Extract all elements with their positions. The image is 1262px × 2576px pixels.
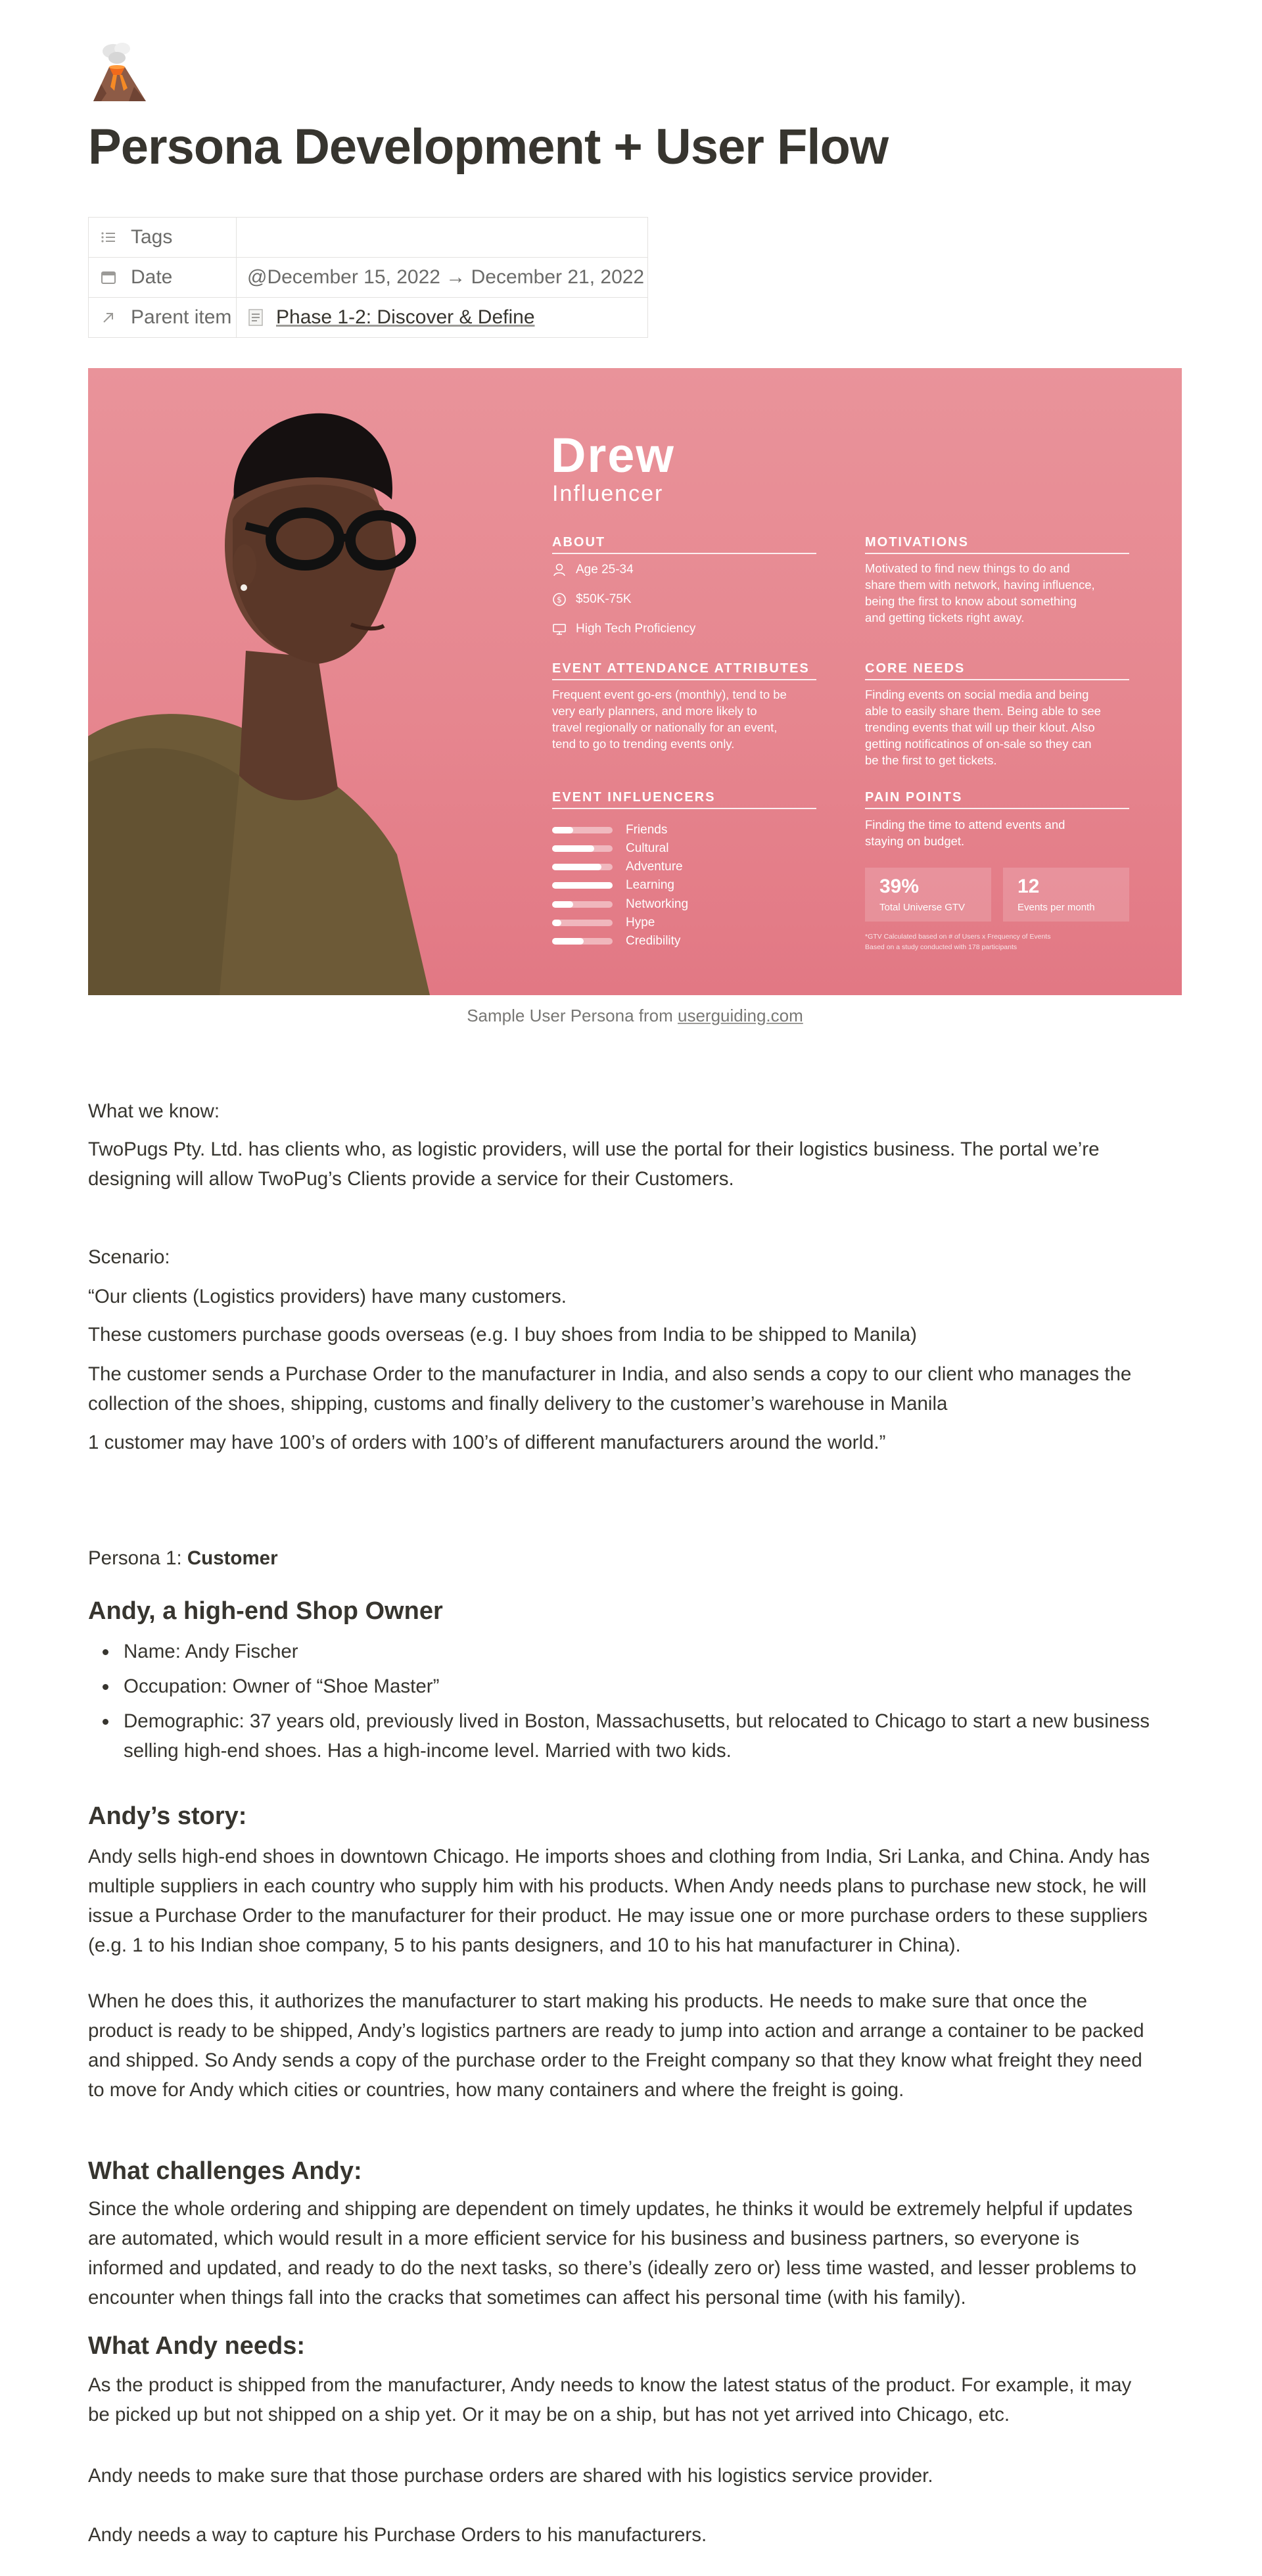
image-caption	[88, 1006, 1182, 1026]
pain-points-line: staying on budget.	[865, 834, 965, 848]
motivations-line: and getting tickets right away.	[865, 611, 1025, 624]
about-age-text: Age 25-34	[576, 563, 634, 576]
about-age	[552, 563, 634, 577]
influencer-bar-fill	[552, 845, 594, 852]
story-line: (e.g. 1 to his Indian shoe company, 5 to his pants designers, and 10 to his hat manufacturer in China).	[88, 1934, 961, 1956]
influencer-bar-fill	[552, 864, 601, 870]
challenges-line: encounter when things fall into the cracks that sometimes can affect his personal time (with his family).	[88, 2287, 966, 2308]
attendance-line: very early planners, and more likely to	[552, 704, 757, 718]
persona1-bullets	[88, 1637, 1182, 1771]
pain-points-line: Finding the time to attend events and	[865, 818, 1065, 831]
needs-p1	[88, 2370, 1182, 2429]
know-paragraph	[88, 1135, 1182, 1194]
bullet-name: Name: Andy Fischer	[88, 1637, 1182, 1666]
influencer-label: Credibility	[626, 934, 681, 948]
motivations-line: share them with network, having influence,	[865, 578, 1095, 592]
dollar-icon	[552, 592, 567, 607]
stat-label: Events per month	[1017, 902, 1095, 913]
know-line: TwoPugs Pty. Ltd. has clients who, as logistic providers, will use the portal for their logistics business. The portal we’re	[88, 1138, 1100, 1160]
core-needs-text	[865, 686, 1131, 768]
scenario-line: The customer sends a Purchase Order to the manufacturer in India, and also sends a copy to our client who manages the	[88, 1363, 1132, 1385]
influencer-row	[552, 934, 680, 948]
persona-photo	[88, 368, 548, 995]
document-icon	[247, 308, 264, 327]
attendance-line: tend to go to trending events only.	[552, 737, 735, 751]
story-line: to move for Andy which cities or countries, how many containers and where the freight is going.	[88, 2079, 904, 2101]
challenges-line: informed and updated, and ready to do the next tasks, so there’s (ideally zero or) less time wasted, and lesser problems to	[88, 2257, 1136, 2279]
core-needs-line: getting notificatinos of on-sale so they can	[865, 737, 1092, 751]
needs-p3: Andy needs a way to capture his Purchase Orders to his manufacturers.	[88, 2524, 707, 2546]
influencer-bar	[552, 920, 613, 926]
motivations-text	[865, 560, 1131, 626]
list-icon	[99, 228, 118, 246]
influencer-label: Networking	[626, 897, 689, 911]
core-needs-heading: CORE NEEDS	[865, 661, 1129, 680]
scenario-line: collection of the shoes, shipping, customs and finally delivery to the customer’s warehouse in Manila	[88, 1393, 948, 1415]
motivations-line: Motivated to find new things to do and	[865, 561, 1070, 575]
bullet-occupation: Occupation: Owner of “Shoe Master”	[88, 1672, 1182, 1701]
story-line: multiple suppliers in each country who supply him with his products. When Andy needs plans to purchase new stock, he will	[88, 1875, 1147, 1897]
property-tags[interactable]	[89, 218, 648, 258]
date-value[interactable]: @December 15, 2022 → December 21, 2022	[247, 266, 645, 288]
influencer-label: Adventure	[626, 860, 683, 874]
persona1-label	[88, 1543, 1182, 1573]
story-line: Andy sells high-end shoes in downtown Chicago. He imports shoes and clothing from India, Sri Lanka, and China. Andy has	[88, 1846, 1150, 1867]
arrow-up-right-icon	[99, 308, 118, 327]
about-tech	[552, 622, 695, 636]
demographic-line: Demographic: 37 years old, previously lived in Boston, Massachusetts, but relocated to Chicago to start a new business	[124, 1710, 1150, 1732]
story-heading: Andy’s story:	[88, 1802, 247, 1830]
story-p2	[88, 1986, 1182, 2105]
influencer-bar-fill	[552, 882, 613, 889]
property-parent-item[interactable]	[89, 298, 648, 338]
property-label: Tags	[131, 226, 173, 248]
persona1-heading: Andy, a high-end Shop Owner	[88, 1597, 443, 1625]
motivations-line: being the first to know about something	[865, 594, 1077, 608]
influencer-label: Friends	[626, 823, 668, 837]
person-icon	[552, 563, 567, 577]
influencer-row	[552, 841, 668, 856]
motivations-heading: MOTIVATIONS	[865, 535, 1129, 554]
about-income	[552, 592, 632, 607]
monitor-icon	[552, 622, 567, 636]
property-label: Date	[131, 266, 173, 288]
pain-points-heading: PAIN POINTS	[865, 790, 1129, 809]
influencer-label: Hype	[626, 916, 655, 929]
about-tech-text: High Tech Proficiency	[576, 622, 696, 636]
influencer-row	[552, 916, 655, 930]
story-p1	[88, 1842, 1182, 1960]
stat-value: 12	[1017, 876, 1040, 897]
persona1-prefix: Persona 1:	[88, 1547, 187, 1569]
influencer-label: Learning	[626, 878, 674, 892]
stat-gtv	[865, 868, 991, 922]
influencer-bar	[552, 882, 613, 889]
story-line: When he does this, it authorizes the manufacturer to start making his products. He needs to make sure that once the	[88, 1990, 1088, 2012]
know-label: What we know:	[88, 1100, 220, 1122]
influencer-bar-fill	[552, 938, 584, 945]
stat-value: 39%	[879, 876, 920, 897]
story-line: product is ready to be shipped, Andy’s logistics partners are ready to jump into action and arrange a container to be packed	[88, 2020, 1144, 2042]
about-heading: ABOUT	[552, 535, 816, 554]
footnote: Based on a study conducted with 178 participants	[865, 943, 1017, 951]
page-title: Persona Development + User Flow	[88, 119, 889, 175]
influencer-bar-fill	[552, 920, 561, 926]
property-label: Parent item	[131, 306, 232, 328]
needs-line: As the product is shipped from the manufacturer, Andy needs to know the latest status of the product. For example, it may	[88, 2374, 1132, 2396]
calendar-icon	[99, 268, 118, 287]
scenario-p1: “Our clients (Logistics providers) have many customers.	[88, 1286, 567, 1307]
persona1-type: Customer	[187, 1547, 278, 1569]
core-needs-line: be the first to get tickets.	[865, 753, 997, 767]
scenario-label: Scenario:	[88, 1246, 170, 1268]
core-needs-line: able to easily share them. Being able to see	[865, 704, 1101, 718]
stat-label: Total Universe GTV	[879, 902, 966, 913]
influencers-heading: EVENT INFLUENCERS	[552, 790, 816, 809]
influencer-bar	[552, 938, 613, 945]
needs-heading: What Andy needs:	[88, 2332, 306, 2360]
attendance-text	[552, 686, 818, 752]
influencer-row	[552, 897, 688, 912]
core-needs-line: trending events that will up their klout. Also	[865, 720, 1095, 734]
property-date[interactable]	[89, 258, 648, 298]
story-line: and shipped. So Andy sends a copy of the purchase order to the Freight company so that they know what freight they need	[88, 2049, 1142, 2071]
footnote: *GTV Calculated based on # of Users x Frequency of Events	[865, 933, 1051, 941]
persona-name: Drew	[551, 428, 675, 482]
influencer-row	[552, 823, 667, 837]
attendance-line: travel regionally or nationally for an event,	[552, 720, 778, 734]
scenario-p4: 1 customer may have 100’s of orders with 100’s of different manufacturers around the world.”	[88, 1432, 886, 1453]
caption-text: Sample User Persona from	[467, 1006, 678, 1025]
challenges-paragraph	[88, 2194, 1182, 2312]
about-income-text: $50K-75K	[576, 592, 632, 606]
attendance-heading: EVENT ATTENDANCE ATTRIBUTES	[552, 661, 816, 680]
influencer-bar	[552, 845, 613, 852]
persona-role: Influencer	[552, 481, 664, 506]
scenario-p2: These customers purchase goods overseas (e.g. I buy shoes from India to be shipped to Manila)	[88, 1324, 917, 1346]
influencer-row	[552, 860, 683, 874]
influencer-bar-fill	[552, 827, 573, 833]
know-line: designing will allow TwoPug’s Clients provide a service for their Customers.	[88, 1168, 734, 1190]
demographic-line: selling high-end shoes. Has a high-income level. Married with two kids.	[124, 1740, 732, 1762]
pain-points-text	[865, 816, 1131, 849]
needs-p2: Andy needs to make sure that those purchase orders are shared with his logistics service provider.	[88, 2465, 933, 2487]
influencer-bar	[552, 864, 613, 870]
influencer-label: Cultural	[626, 841, 669, 855]
persona-image	[88, 368, 1182, 995]
influencer-bar	[552, 827, 613, 833]
scenario-p3	[88, 1359, 1182, 1418]
page-properties	[88, 217, 648, 338]
challenges-heading: What challenges Andy:	[88, 2157, 362, 2185]
volcano-emoji-icon[interactable]	[88, 41, 151, 106]
influencer-bar	[552, 901, 613, 908]
stat-events	[1003, 868, 1129, 922]
influencer-row	[552, 878, 674, 893]
svg-text:$: $	[557, 595, 562, 605]
challenges-line: Since the whole ordering and shipping are dependent on timely updates, he thinks it would be extremely helpful if updates	[88, 2198, 1133, 2220]
needs-line: be picked up but not shipped on a ship yet. Or it may be on a ship, but has not yet arrived into Chicago, etc.	[88, 2404, 1010, 2425]
core-needs-line: Finding events on social media and being	[865, 688, 1089, 701]
story-line: issue a Purchase Order to the manufacturer for their product. He may issue one or more purchase orders to these suppliers	[88, 1905, 1148, 1927]
influencer-bar-fill	[552, 901, 573, 908]
bullet-demographic	[88, 1706, 1182, 1766]
attendance-line: Frequent event go-ers (monthly), tend to be	[552, 688, 787, 701]
parent-item-link[interactable]: Phase 1-2: Discover & Define	[276, 306, 535, 328]
challenges-line: are automated, which would result in a more efficient service for his business and business partners, so everyone is	[88, 2228, 1080, 2249]
caption-link[interactable]: userguiding.com	[678, 1006, 803, 1025]
